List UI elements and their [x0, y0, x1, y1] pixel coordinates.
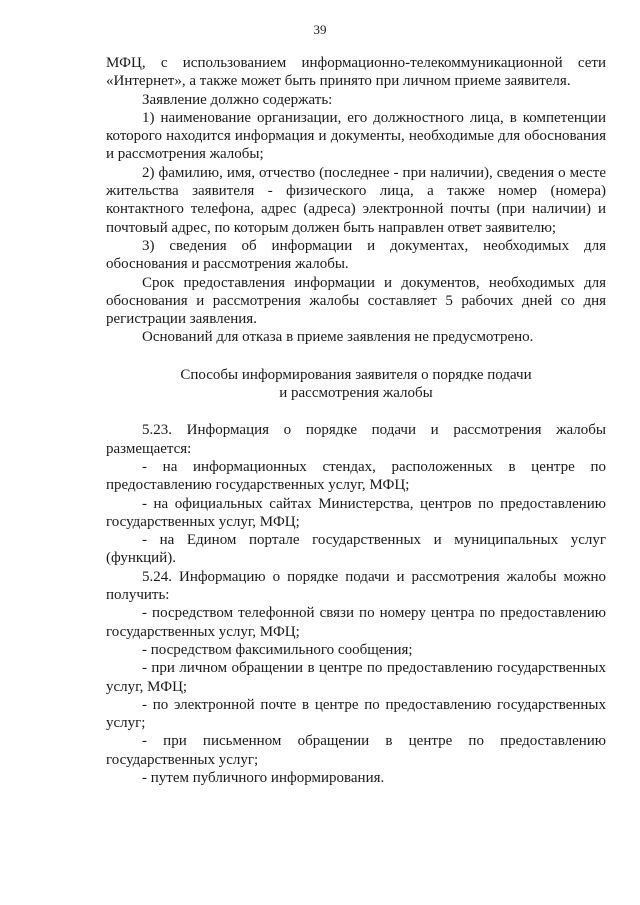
paragraph: - на Едином портале государственных и муниципальных услуг (функций).	[106, 532, 606, 567]
section-heading-line-2: и рассмотрения жалобы	[279, 385, 433, 402]
top-paragraphs	[106, 54, 606, 347]
paragraph: - при письменном обращении в центре по предоставлению государственных услуг;	[106, 733, 606, 768]
paragraph: - посредством факсимильного сообщения;	[142, 641, 413, 658]
bottom-paragraphs	[106, 421, 606, 787]
paragraph: Срок предоставления информации и документов, необходимых для обоснования и рассмотрения жалобы составляет 5 рабочих дней со дня регистрации заявления.	[106, 274, 606, 328]
paragraph: 5.24. Информацию о порядке подачи и рассмотрения жалобы можно получить:	[106, 568, 606, 604]
paragraph: - путем публичного информирования.	[142, 769, 385, 786]
paragraph: - на официальных сайтах Министерства, центров по предоставлению государственных услуг, МФЦ;	[106, 495, 606, 530]
section-heading-line-1: Способы информирования заявителя о порядке подачи	[180, 366, 532, 383]
paragraph: Заявление должно содержать:	[142, 91, 333, 108]
paragraph: 3) сведения об информации и документах, необходимых для обоснования и рассмотрения жалобы.	[106, 237, 606, 273]
paragraph: 1) наименование организации, его должностного лица, в компетенции которого находится информация и документы, необходимые для обоснования и рассмотрения жалобы;	[106, 109, 606, 163]
page-number: 39	[313, 22, 327, 37]
paragraph: Оснований для отказа в приеме заявления не предусмотрено.	[142, 329, 534, 346]
paragraph: - посредством телефонной связи по номеру центра по предоставлению государственных услуг, МФЦ;	[106, 605, 606, 640]
paragraph: 2) фамилию, имя, отчество (последнее - при наличии), сведения о месте жительства заявителя - физического лица, а также номер (номера) контактного телефона, адрес (адреса) электронной почты (при наличии) и почтовый адрес, по которым должен быть направлен ответ заявителю;	[106, 164, 606, 236]
paragraph: - по электронной почте в центре по предоставлению государственных услуг;	[106, 696, 606, 732]
paragraph: 5.23. Информация о порядке подачи и рассмотрения жалобы размещается:	[106, 422, 606, 457]
paragraph: - при личном обращении в центре по предоставлению государственных услуг, МФЦ;	[106, 660, 606, 695]
document-body	[106, 54, 606, 787]
paragraph: МФЦ, с использованием информационно-телекоммуникационной сети «Интернет», а также может быть принято при личном приеме заявителя.	[106, 55, 606, 90]
section-heading	[106, 366, 606, 403]
paragraph: - на информационных стендах, расположенных в центре по предоставлению государственных услуг, МФЦ;	[106, 458, 606, 494]
